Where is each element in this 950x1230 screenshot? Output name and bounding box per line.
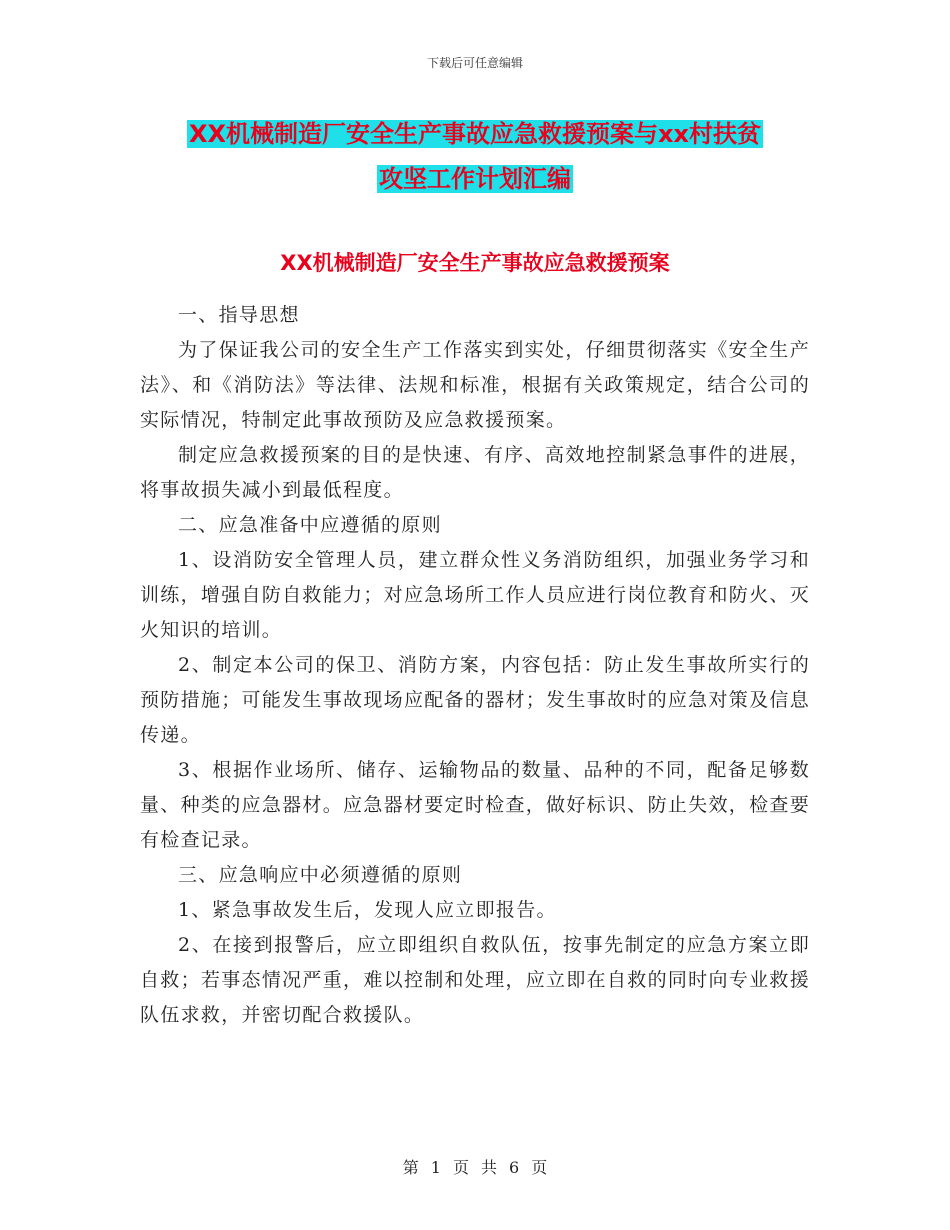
footer-ye2: 页 bbox=[531, 1158, 548, 1177]
paragraph: 为了保证我公司的安全生产工作落实到实处，仔细贯彻落实《安全生产法》、和《消防法》等法律、法规和标准，根据有关政策规定，结合公司的实际情况，特制定此事故预防及应急救援预案。 bbox=[140, 339, 810, 431]
footer-ye: 页 bbox=[452, 1158, 469, 1177]
page-footer bbox=[0, 1155, 950, 1178]
page-header: 下载后可任意编辑 bbox=[426, 56, 523, 70]
footer-di: 第 bbox=[402, 1158, 419, 1177]
heading-preparation-principles: 二、应急准备中应遵循的原则 bbox=[178, 514, 442, 536]
paragraph: 制定应急救援预案的目的是快速、有序、高效地控制紧急事件的进展，将事故损失减小到最低程度。 bbox=[140, 444, 810, 501]
document-title-line-1 bbox=[0, 112, 950, 157]
list-item: 2、制定本公司的保卫、消防方案，内容包括：防止发生事故所实行的预防措施；可能发生事故现场应配备的器材；发生事故时的应急对策及信息传递。 bbox=[140, 654, 810, 746]
list-item: 1、设消防安全管理人员，建立群众性义务消防组织，加强业务学习和训练，增强自防自救能力；对应急场所工作人员应进行岗位教育和防火、灭火知识的培训。 bbox=[140, 549, 810, 641]
list-item: 3、根据作业场所、储存、运输物品的数量、品种的不同，配备足够数量、种类的应急器材。应急器材要定时检查，做好标识、防止失效，检查要有检查记录。 bbox=[140, 759, 810, 851]
heading-guiding-ideology: 一、指导思想 bbox=[178, 304, 300, 326]
title-highlight-2: 攻坚工作计划汇编 bbox=[379, 165, 571, 193]
footer-gong: 共 bbox=[481, 1158, 498, 1177]
document-title-line-2 bbox=[0, 157, 950, 202]
document-title bbox=[0, 112, 950, 202]
list-item: 2、在接到报警后，应立即组织自救队伍，按事先制定的应急方案立即自救；若事态情况严重，难以控制和处理，应立即在自救的同时向专业救援队伍求救，并密切配合救援队。 bbox=[140, 934, 810, 1026]
title-highlight-1: XX机械制造厂安全生产事故应急救援预案与xx村扶贫 bbox=[189, 120, 761, 148]
page-total: 6 bbox=[509, 1158, 520, 1177]
document-body bbox=[140, 298, 810, 1033]
list-item: 1、紧急事故发生后，发现人应立即报告。 bbox=[178, 899, 557, 921]
page-number: 1 bbox=[430, 1158, 441, 1177]
section-title: XX机械制造厂安全生产事故应急救援预案 bbox=[280, 251, 670, 275]
heading-response-principles: 三、应急响应中必须遵循的原则 bbox=[178, 864, 463, 886]
